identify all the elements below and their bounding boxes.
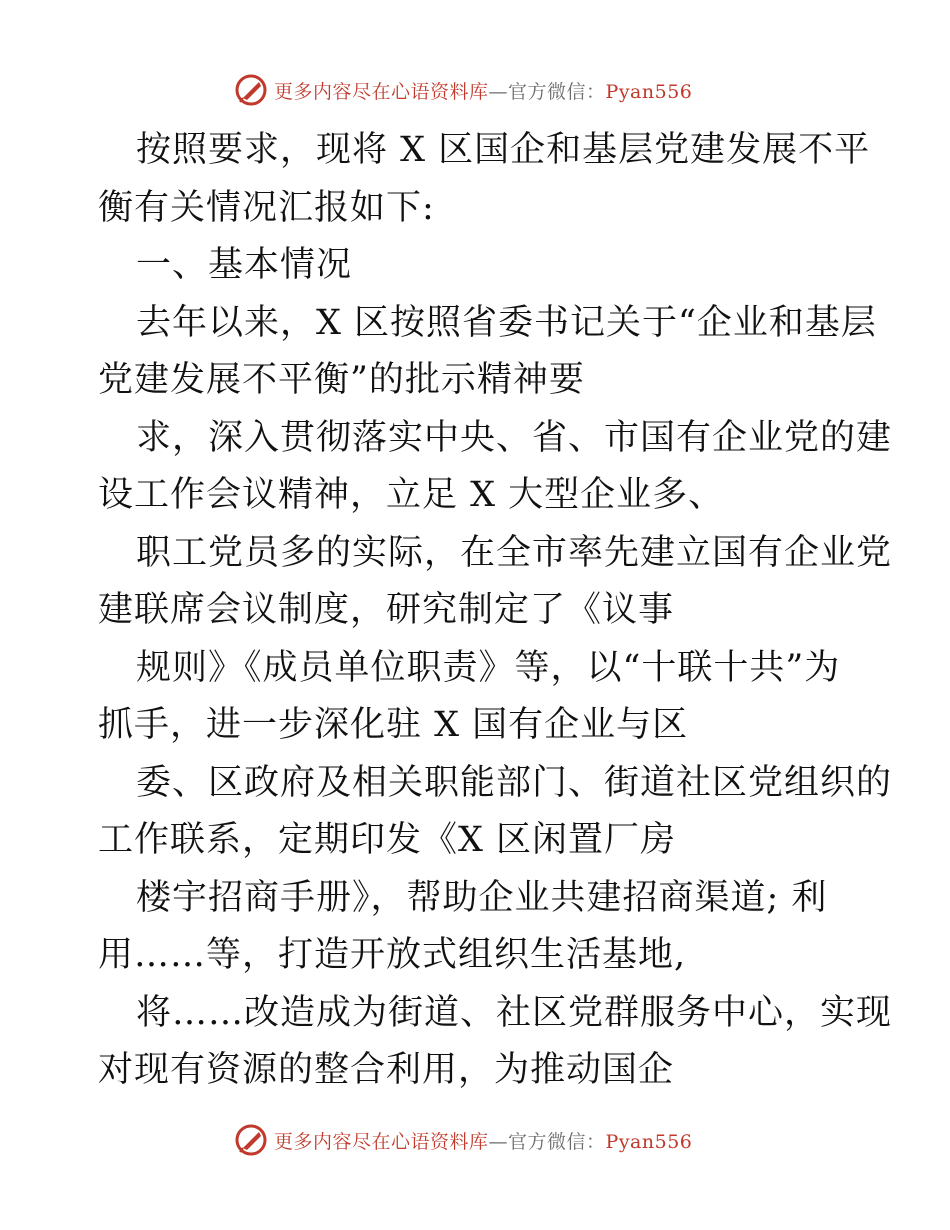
quill-logo-icon xyxy=(234,73,268,107)
text-line: 对现有资源的整合利用，为推动国企 xyxy=(98,1050,675,1090)
text-line: 党建发展不平衡”的批示精神要 xyxy=(98,360,585,400)
text-line: 衡有关情况汇报如下: xyxy=(98,187,435,228)
text-line: 委、区政府及相关职能部门、街道社区党组织的 xyxy=(136,762,893,803)
document-body xyxy=(98,122,893,1100)
text-line: 按照要求，现将 X 区国企和基层党建发展不平 xyxy=(136,130,871,170)
footer-watermark xyxy=(234,1122,692,1158)
text-line: 规则》《成员单位职责》等，以“十联十共”为 xyxy=(136,647,841,688)
watermark-text: 更多内容尽在心语资料库—官方微信：Pyan556 xyxy=(274,1130,693,1153)
text-line: 设工作会议精神，立足 X 大型企业多、 xyxy=(98,475,725,515)
text-line: 将……改造成为街道、社区党群服务中心，实现 xyxy=(136,992,893,1033)
text-line: 求，深入贯彻落实中央、省、市国有企业党的建 xyxy=(136,417,893,458)
text-line: 楼宇招商手册》，帮助企业共建招商渠道; 利 xyxy=(136,877,828,918)
text-line: 职工党员多的实际，在全市率先建立国有企业党 xyxy=(136,532,893,573)
text-line: 去年以来，X 区按照省委书记关于“企业和基层 xyxy=(136,302,877,343)
header-watermark xyxy=(234,72,692,108)
text-line: 抓手，进一步深化驻 X 国有企业与区 xyxy=(98,705,689,745)
watermark-text: 更多内容尽在心语资料库—官方微信：Pyan556 xyxy=(274,80,693,103)
section-heading: 一、基本情况 xyxy=(136,245,353,285)
quill-logo-icon xyxy=(234,1123,268,1157)
text-line: 工作联系，定期印发《X 区闲置厂房 xyxy=(98,820,677,860)
text-line: 用……等，打造开放式组织生活基地, xyxy=(98,935,687,975)
text-line: 建联席会议制度，研究制定了《议事 xyxy=(98,590,675,630)
